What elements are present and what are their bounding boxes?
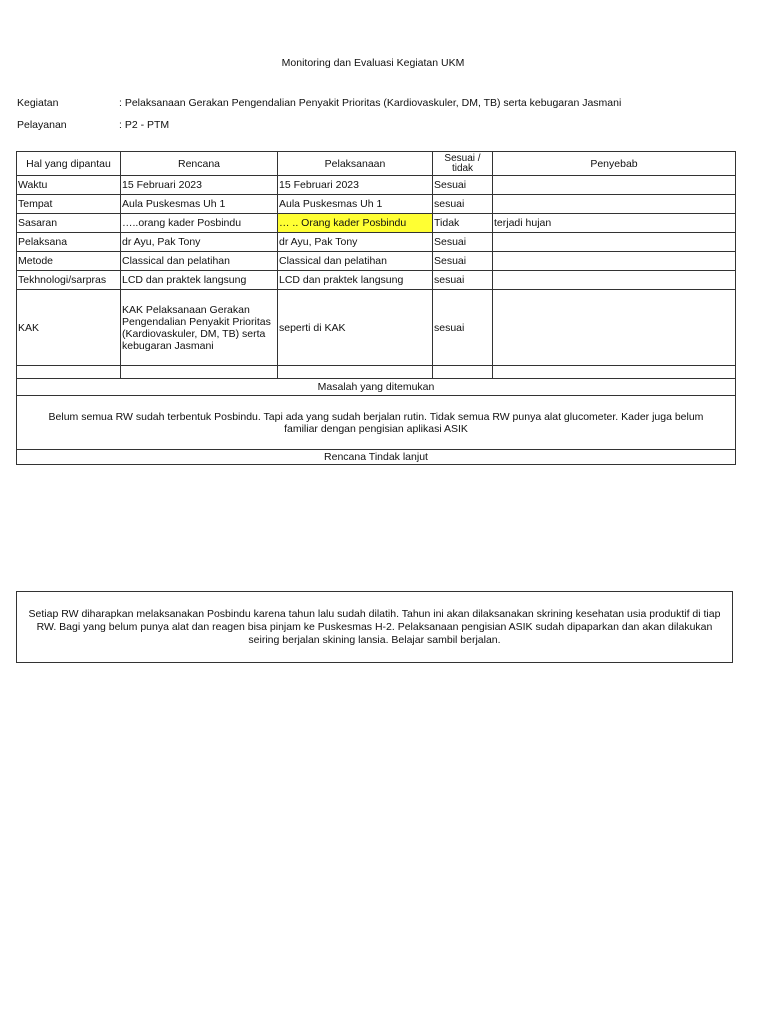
cell-pelaksanaan: Aula Puskesmas Uh 1 xyxy=(278,195,433,214)
table-row xyxy=(17,271,736,290)
monitoring-table xyxy=(16,151,736,465)
header-rencana: Rencana xyxy=(121,152,278,176)
masalah-header-row xyxy=(17,379,736,396)
cell-penyebab xyxy=(493,176,736,195)
cell-pelaksanaan: 15 Februari 2023 xyxy=(278,176,433,195)
empty-row xyxy=(17,366,736,379)
cell-penyebab xyxy=(493,195,736,214)
cell-sesuai: Sesuai xyxy=(433,176,493,195)
rtl-header-row xyxy=(17,450,736,465)
pelayanan-label: Pelayanan xyxy=(17,119,67,131)
cell-rencana: KAK Pelaksanaan Gerakan Pengendalian Penyakit Prioritas (Kardiovaskuler, DM, TB) serta kebugaran Jasmani xyxy=(121,290,278,366)
kegiatan-value: : Pelaksanaan Gerakan Pengendalian Penyakit Prioritas (Kardiovaskuler, DM, TB) serta kebugaran Jasmani xyxy=(119,97,622,109)
cell-penyebab xyxy=(493,233,736,252)
header-hal: Hal yang dipantau xyxy=(17,152,121,176)
header-sesuai: Sesuai / tidak xyxy=(433,152,493,176)
cell-hal: Metode xyxy=(17,252,121,271)
cell-pelaksanaan-highlighted: … .. Orang kader Posbindu xyxy=(278,214,433,233)
cell-sesuai: sesuai xyxy=(433,290,493,366)
rtl-text: Setiap RW diharapkan melaksanakan Posbindu karena tahun lalu sudah dilatih. Tahun ini akan dilaksanakan skrining kesehatan usia produktif di tiap RW. Bagi yang belum punya alat dan reagen bisa pinjam ke Puskesmas H-2. Pelaksanaan pengisian ASIK sudah dipaparkan dan akan dilakukan seiring berjalan skining lansia. Belajar sambil berjalan. xyxy=(28,607,721,646)
cell-pelaksanaan: LCD dan praktek langsung xyxy=(278,271,433,290)
cell-rencana: 15 Februari 2023 xyxy=(121,176,278,195)
table-row xyxy=(17,290,736,366)
cell-hal: Tekhnologi/sarpras xyxy=(17,271,121,290)
cell-penyebab xyxy=(493,290,736,366)
cell-pelaksanaan: Classical dan pelatihan xyxy=(278,252,433,271)
cell-penyebab: terjadi hujan xyxy=(493,214,736,233)
cell-sesuai: Sesuai xyxy=(433,233,493,252)
cell-penyebab xyxy=(493,252,736,271)
rtl-text-box xyxy=(16,591,733,663)
page-title: Monitoring dan Evaluasi Kegiatan UKM xyxy=(281,57,465,69)
rtl-label: Rencana Tindak lanjut xyxy=(17,450,736,465)
cell-penyebab xyxy=(493,271,736,290)
table-row xyxy=(17,233,736,252)
masalah-text-row xyxy=(17,396,736,450)
masalah-text: Belum semua RW sudah terbentuk Posbindu. Tapi ada yang sudah berjalan rutin. Tidak semua RW punya alat glucometer. Kader juga belum familiar dengan pengisian aplikasi ASIK xyxy=(17,396,736,450)
cell-sesuai: Sesuai xyxy=(433,252,493,271)
cell-sesuai: sesuai xyxy=(433,195,493,214)
cell-sesuai: sesuai xyxy=(433,271,493,290)
cell-hal: Tempat xyxy=(17,195,121,214)
masalah-label: Masalah yang ditemukan xyxy=(17,379,736,396)
header-pelaksanaan: Pelaksanaan xyxy=(278,152,433,176)
cell-hal: Pelaksana xyxy=(17,233,121,252)
cell-rencana: Classical dan pelatihan xyxy=(121,252,278,271)
cell-rencana: …..orang kader Posbindu xyxy=(121,214,278,233)
cell-hal: Waktu xyxy=(17,176,121,195)
table-header-row xyxy=(17,152,736,176)
table-row xyxy=(17,176,736,195)
cell-rencana: dr Ayu, Pak Tony xyxy=(121,233,278,252)
cell-hal: Sasaran xyxy=(17,214,121,233)
pelayanan-value: : P2 - PTM xyxy=(119,119,170,131)
cell-sesuai: Tidak xyxy=(433,214,493,233)
cell-pelaksanaan: seperti di KAK xyxy=(278,290,433,366)
cell-hal: KAK xyxy=(17,290,121,366)
table-row xyxy=(17,252,736,271)
cell-pelaksanaan: dr Ayu, Pak Tony xyxy=(278,233,433,252)
cell-rencana: Aula Puskesmas Uh 1 xyxy=(121,195,278,214)
table-row xyxy=(17,195,736,214)
kegiatan-label: Kegiatan xyxy=(17,97,59,109)
cell-rencana: LCD dan praktek langsung xyxy=(121,271,278,290)
table-row xyxy=(17,214,736,233)
header-penyebab: Penyebab xyxy=(493,152,736,176)
